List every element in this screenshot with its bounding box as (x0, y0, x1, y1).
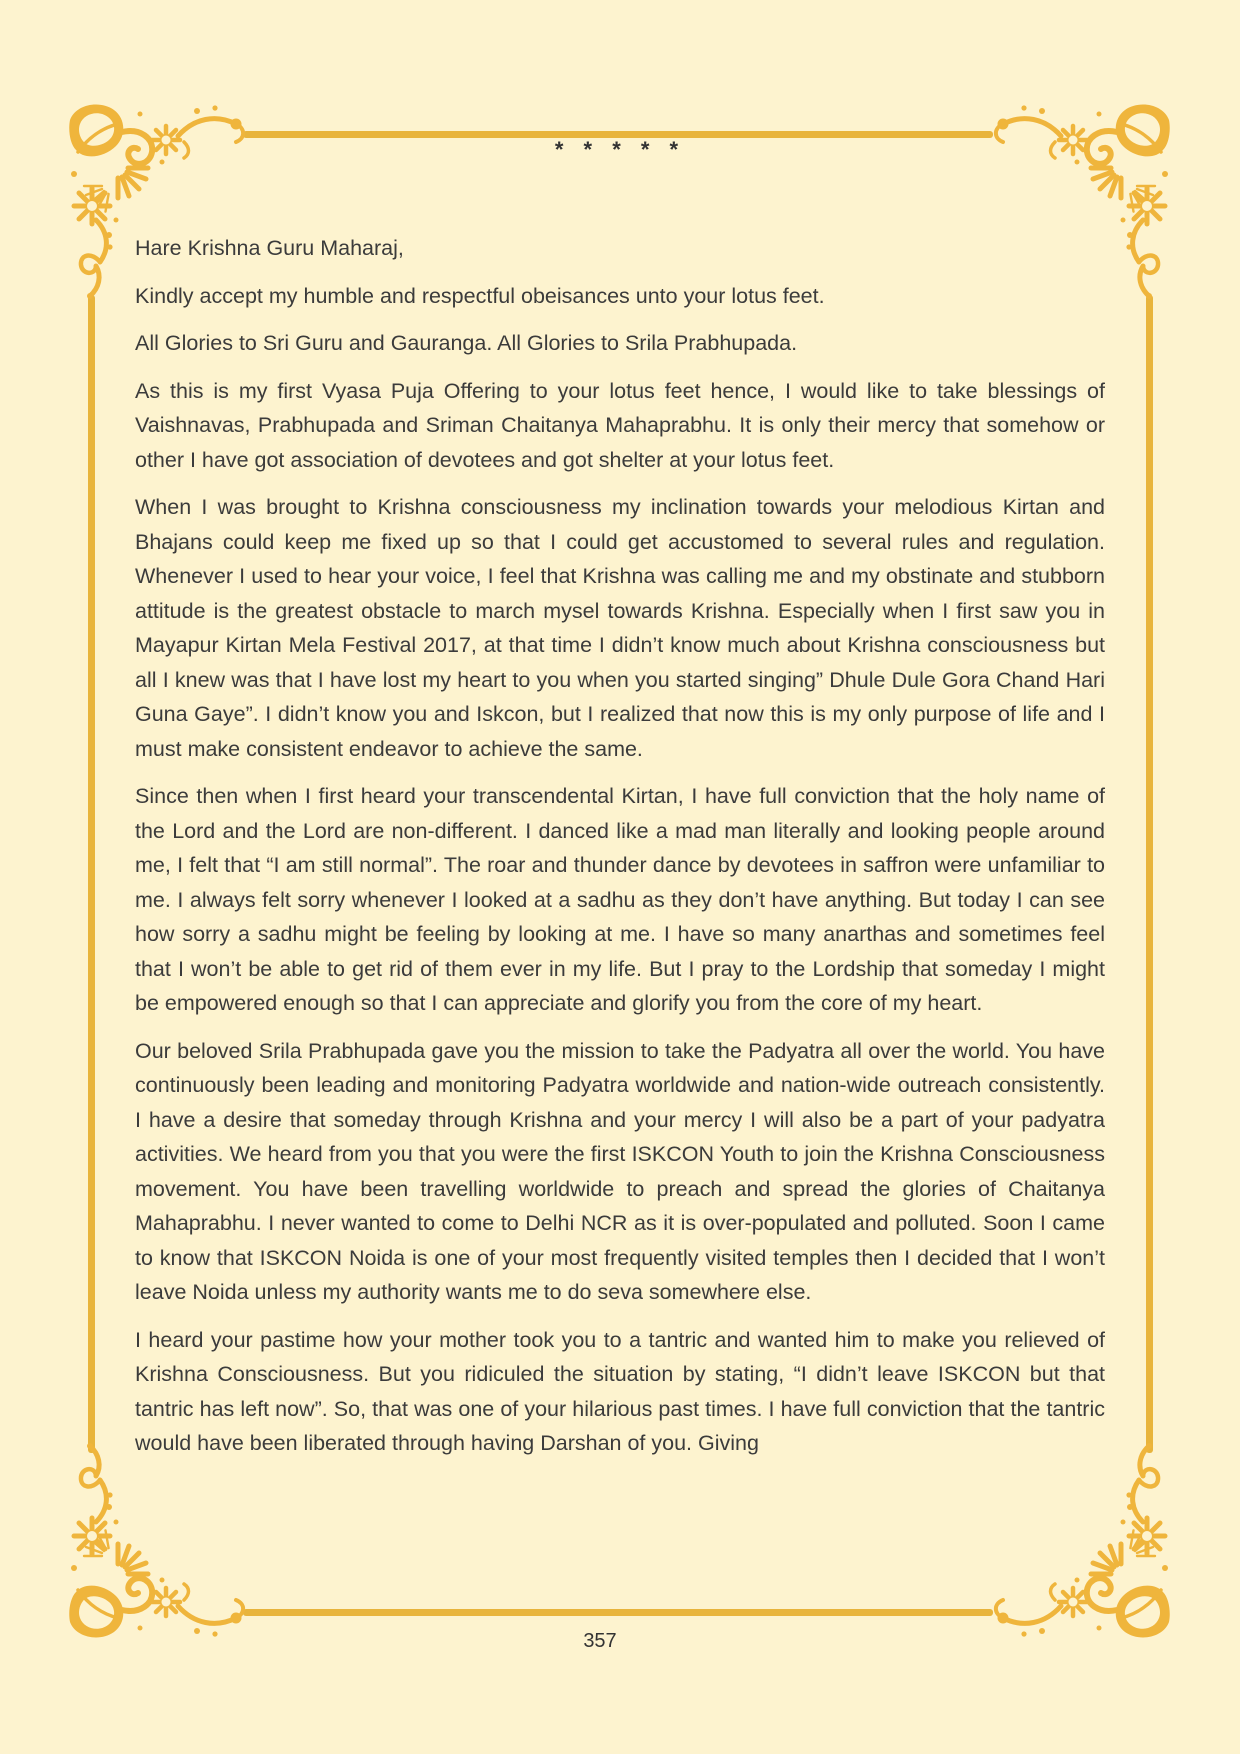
frame-border-bottom (243, 1609, 993, 1616)
letter-paragraph-salutation: Hare Krishna Guru Maharaj, (135, 236, 404, 260)
letter-paragraph: Kindly accept my humble and respectful obeisances unto your lotus feet. (135, 283, 825, 308)
letter-paragraph: When I was brought to Krishna consciousness my inclination towards your melodious Kirtan and Bhajans could keep me fixed up so that I could get accustomed to several rules and regulation. Whenever I used to hear your voice, I feel that Krishna was calling me and my obstinate and stubborn attitude is the greatest obstacle to march mysel towards Krishna. Especially when I first saw you in Mayapur Kirtan Mela Festival 2017, at that time I didn’t know much about Krishna consciousness but all I knew was that I have lost my heart to you when you started singing” Dhule Dule Gora Chand Hari Guna Gaye”. I didn’t know you and Iskcon, but I realized that now this is my only purpose of life and I must make consistent endeavor to achieve the same. (135, 495, 1105, 761)
letter-body (135, 231, 1105, 1474)
letter-paragraph: I heard your pastime how your mother took you to a tantric and wanted him to make you relieved of Krishna Consciousness. But you ridiculed the situation by stating, “I didn’t leave ISKCON but that tantric has left now”. So, that was one of your hilarious past times. I have full conviction that the tantric would have been liberated through having Darshan of you. Giving (135, 1327, 1105, 1455)
frame-border-right (1146, 295, 1153, 1453)
letter-paragraph: Since then when I first heard your transcendental Kirtan, I have full conviction that the holy name of the Lord and the Lord are non-different. I danced like a mad man literally and looking people around me, I felt that “I am still normal”. The roar and thunder dance by devotees in saffron were unfamiliar to me. I always felt sorry whenever I looked at a sadhu as they don’t have anything. But today I can see how sorry a sadhu might be feeling by looking at me. I have so many anarthas and sometimes feel that I won’t be able to get rid of them ever in my life. But I pray to the Lordship that someday I might be empowered enough so that I can appreciate and glorify you from the core of my heart. (135, 784, 1105, 1015)
frame-border-left (88, 295, 95, 1453)
letter-paragraph: All Glories to Sri Guru and Gauranga. All Glories to Srila Prabhupada. (135, 331, 798, 355)
letter-paragraph: Our beloved Srila Prabhupada gave you the mission to take the Padyatra all over the world. You have continuously been leading and monitoring Padyatra worldwide and nation-wide outreach consistently. I have a desire that someday through Krishna and your mercy I will also be a part of your padyatra activities. We heard from you that you were the first ISKCON Youth to join the Krishna Consciousness movement. You have been travelling worldwide to preach and spread the glories of Chaitanya Mahaprabhu. I never wanted to come to Delhi NCR as it is over-populated and polluted. Soon I came to know that ISKCON Noida is one of your most frequently visited temples then I decided that I won’t leave Noida unless my authority wants me to do seva somewhere else. (135, 1038, 1105, 1304)
page-number: 357 (583, 1630, 617, 1652)
letter-paragraph: As this is my first Vyasa Puja Offering to your lotus feet hence, I would like to take blessings of Vaishnavas, Prabhupada and Sriman Chaitanya Mahaprabhu. It is only their mercy that somehow or other I have got association of devotees and got shelter at your lotus feet. (135, 378, 1105, 472)
section-divider-asterisks: * * * * * (554, 137, 686, 162)
